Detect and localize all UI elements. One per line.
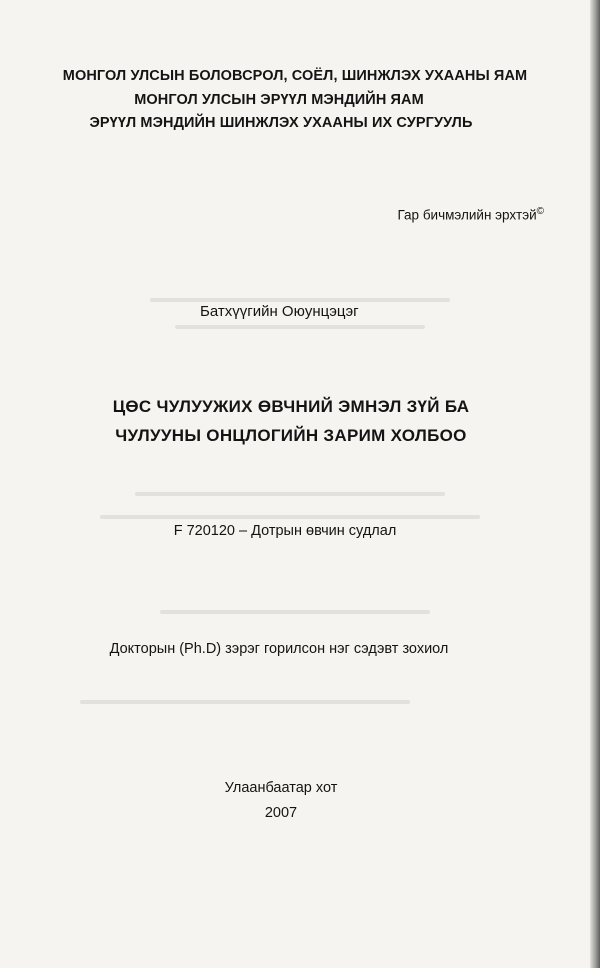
show-through-mark xyxy=(160,610,430,614)
publication-place: Улаанбаатар хот xyxy=(224,780,338,796)
university-heading: ЭРҮҮЛ МЭНДИЙН ШИНЖЛЭХ УХААНЫ ИХ СУРГУУЛЬ xyxy=(89,115,473,131)
author-name: Батхүүгийн Оюунцэцэг xyxy=(200,303,359,320)
copyright-notice xyxy=(398,206,545,223)
show-through-mark xyxy=(80,700,410,704)
show-through-mark xyxy=(175,325,425,329)
thesis-title-line-2: ЧУЛУУНЫ ОНЦЛОГИЙН ЗАРИМ ХОЛБОО xyxy=(115,426,467,445)
show-through-mark xyxy=(100,515,480,519)
copyright-symbol: © xyxy=(536,206,544,217)
degree-description: Докторын (Ph.D) зэрэг горилсон нэг сэдэвт зохиол xyxy=(109,641,449,657)
thesis-title-line-1: ЦӨС ЧУЛУУЖИХ ӨВЧНИЙ ЭМНЭЛ ЗҮЙ БА xyxy=(112,397,470,416)
copyright-text: Гар бичмэлийн эрхтэй xyxy=(397,207,537,223)
ministry-of-education-heading: МОНГОЛ УЛСЫН БОЛОВСРОЛ, СОЁЛ, ШИНЖЛЭХ УХААНЫ ЯАМ xyxy=(62,68,528,84)
publication-year: 2007 xyxy=(264,805,298,821)
specialty-code: F 720120 – Дотрын өвчин судлал xyxy=(173,523,397,539)
show-through-mark xyxy=(135,492,445,496)
ministry-of-health-heading: МОНГОЛ УЛСЫН ЭРҮҮЛ МЭНДИЙН ЯАМ xyxy=(134,92,424,108)
page-edge-shadow xyxy=(590,0,600,968)
show-through-mark xyxy=(150,298,450,302)
